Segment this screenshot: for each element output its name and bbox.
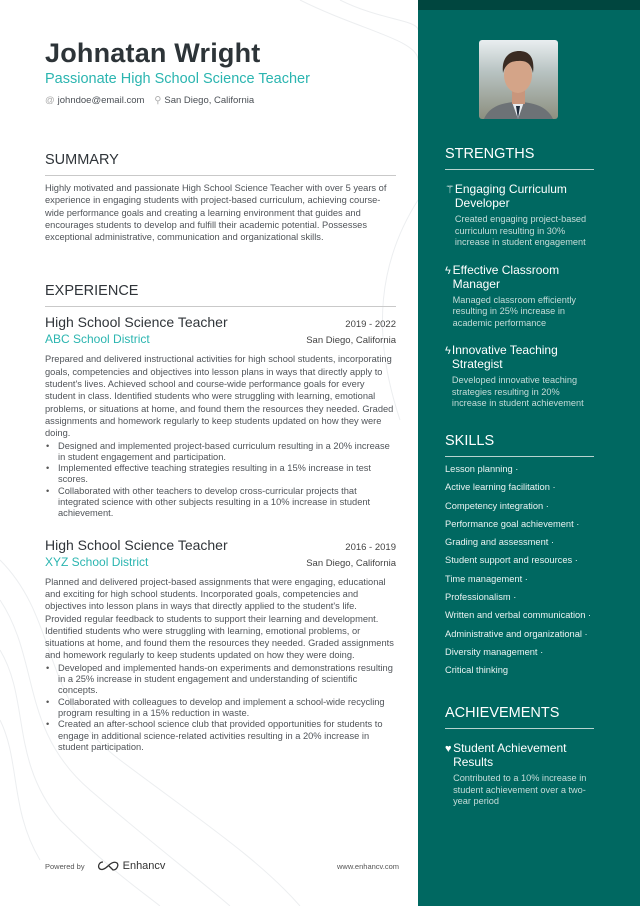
job-location: San Diego, California — [306, 335, 396, 347]
summary-text: Highly motivated and passionate High School Science Teacher with over 5 years of experience in engaging students with project-based curriculum, achieving course-wide performance goals and creating a learning environment that guides and encourages students to develop and fulfill their academic potential. Possesses exceptional administrative, communication and organizational skills. — [45, 183, 387, 243]
skills-list — [445, 460, 594, 680]
job-bullets — [45, 663, 396, 753]
sidebar — [418, 0, 640, 906]
experience-heading: EXPERIENCE — [45, 283, 396, 307]
job-company: ABC School District — [45, 332, 150, 347]
achievements-section — [445, 705, 594, 808]
job-bullet: • Collaborated with other teachers to develop cross-curricular projects that integrated science with other subjects resulting in a 10% increase in student achievement. — [45, 486, 396, 520]
enhancv-logo[interactable]: Enhancv — [97, 860, 166, 872]
job-bullet: • Implemented effective teaching strategies resulting in a 15% increase in test scores. — [45, 463, 396, 486]
job-dates: 2019 - 2022 — [345, 319, 396, 331]
skills-heading: SKILLS — [445, 433, 594, 457]
heart-icon: ♥ — [445, 743, 452, 755]
skill-item: Critical thinking — [445, 665, 509, 676]
candidate-title: Passionate High School Science Teacher — [45, 71, 310, 87]
strengths-section — [445, 146, 594, 410]
job-bullet: • Developed and implemented hands-on experiments and demonstrations resulting in a 25% increase in student engagement and understanding of scientific concepts. — [45, 663, 396, 697]
powered-by-label: Powered by — [45, 861, 85, 871]
job-description: Planned and delivered project-based assignments that were engaging, educational and exciting for high school students. Incorporated goals, competencies and objectives into lesson plans in ways that directly applied to the student's life. Provided regular feedback to students to support their learning and development. Identified students who were struggling with learning, emotional problems, or situations at home, and found them the resources they needed. Graded assignments and homework regularly to keep students updated on how they were doing. — [45, 576, 394, 661]
skill-item: Performance goal achievement · — [445, 518, 580, 529]
profile-photo — [479, 40, 558, 119]
skill-item: Administrative and organizational · — [445, 628, 588, 639]
achievements-heading: ACHIEVEMENTS — [445, 705, 594, 729]
strength-item: ⚚ Engaging Curriculum Developer Created engaging project-based curriculum resulting in 30% increase in student engagement — [445, 182, 587, 247]
infinity-logo-icon — [97, 860, 119, 872]
skill-item: Lesson planning · — [445, 464, 519, 474]
summary-heading: SUMMARY — [45, 152, 396, 176]
skill-item: Written and verbal communication · — [445, 610, 592, 621]
experience-list — [45, 313, 396, 753]
portrait-image — [479, 40, 558, 119]
job-role: High School Science Teacher — [45, 314, 228, 331]
strength-item: ϟ Innovative Teaching Strategist Developed innovative teaching strategies resulting in 20% increase in student achievement — [445, 343, 584, 408]
contact-info — [45, 95, 396, 106]
achievement-item: ♥ Student Achievement Results Contributed to a 10% increase in student achievement over a two-year period — [445, 741, 587, 806]
skill-item: Active learning facilitation · — [445, 482, 556, 493]
lightning-icon: ϟ — [445, 264, 451, 277]
main-column — [45, 38, 396, 753]
job-bullet: • Collaborated with colleagues to develop and implement a school-wide recycling program resulting in a 15% reduction in waste. — [45, 697, 396, 720]
location-pin-icon: ⚲ — [154, 95, 162, 106]
footer — [45, 860, 399, 872]
strengths-heading: STRENGTHS — [445, 146, 594, 170]
contact-email[interactable]: @ johndoe@email.com — [45, 95, 145, 106]
skill-item: Student support and resources · — [445, 555, 578, 566]
contact-location: ⚲ San Diego, California — [154, 95, 255, 106]
skill-item: Time management · — [445, 573, 528, 584]
at-icon: @ — [45, 95, 55, 106]
skills-section — [445, 433, 594, 680]
candidate-name: Johnatan Wright — [45, 38, 261, 68]
job-role: High School Science Teacher — [45, 536, 228, 553]
job-entry — [45, 313, 396, 519]
job-bullet: • Created an after-school science club that provided opportunities for students to engage in additional science-related activities resulting in a 20% increase in student participation. — [45, 719, 396, 753]
sidebar-top-strip — [418, 0, 640, 10]
footer-url[interactable]: www.enhancv.com — [337, 861, 399, 871]
job-dates: 2016 - 2019 — [345, 541, 396, 553]
job-location: San Diego, California — [306, 557, 396, 569]
skill-item: Diversity management · — [445, 646, 544, 657]
magic-wand-icon: ⚚ — [445, 184, 455, 196]
job-company: XYZ School District — [45, 554, 149, 569]
lightning-icon: ϟ — [445, 345, 451, 357]
job-description: Prepared and delivered instructional activities for high school students, incorporating goals, competencies and objectives into lesson plans in ways that directly apply to student's lives. Achieved school and course-wide performance goals for every student in class. Identified students who were struggling with learning, emotional problems, or situations at home, and found them the resources they needed. Graded assignments and homework regularly to keep students updated on how they were doing. — [45, 354, 394, 439]
skill-item: Competency integration · — [445, 500, 549, 511]
job-bullets — [45, 441, 396, 520]
job-entry — [45, 536, 396, 753]
skill-item: Professionalism · — [445, 592, 517, 603]
strength-item: ϟ Effective Classroom Manager Managed classroom efficiently resulting in 25% increase in academic performance — [445, 262, 577, 328]
skill-item: Grading and assessment · — [445, 537, 555, 548]
job-bullet: • Designed and implemented project-based curriculum resulting in a 20% increase in student engagement and participation. — [45, 441, 396, 464]
